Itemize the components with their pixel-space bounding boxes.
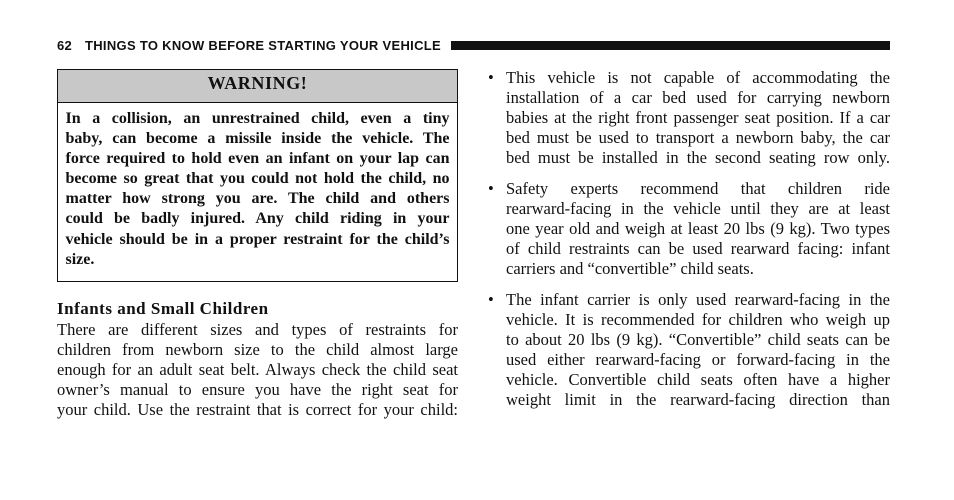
bullet-icon: • [488,178,494,198]
bullet-text-line: Safety experts recommend that children ride [506,178,890,198]
bullet-icon: • [488,67,494,87]
bullet-list [488,68,890,421]
body-paragraph [57,320,458,420]
bullet-text-line: The infant carrier is only used rearward-facing in the [506,289,890,309]
bullet-text-line: This vehicle is not capable of accommodating the [506,67,890,87]
bullet-text-line: vehicle. It is recommended for children who weigh up [506,309,890,329]
bullet-item [488,179,890,279]
bullet-text-line: of child restraints can be used rearward facing: infant [506,238,890,258]
warning-text-line: In a collision, an unrestrained child, even a tiny [65,110,450,127]
bullet-text-line: bed must be installed in the second seating row only. [506,147,890,167]
warning-text-line: become so great that you could not hold the child, no [65,170,450,188]
warning-text-line: vehicle should be in a proper restraint for the child’s [65,230,450,248]
paragraph-line: your child. Use the restraint that is correct for your child: [57,399,458,419]
warning-text [58,103,457,270]
bullet-text-line: installation of a car bed used for carrying newborn [506,87,890,107]
warning-title: WARNING! [58,70,457,103]
bullet-icon: • [488,289,494,309]
bullet-item [488,68,890,168]
bullet-text-line: bed must be used to transport a newborn baby, the car [506,127,890,147]
warning-text-line: baby, can become a missile inside the vehicle. The [65,130,450,148]
page-number: 62 [57,38,73,53]
warning-box [57,69,458,282]
bullet-item [488,290,890,410]
warning-text-line: could be badly injured. Any child riding in your [65,210,450,228]
bullet-text-line: vehicle. Convertible child seats often have a higher [506,369,890,389]
bullet-text-line: one year old and weigh at least 20 lbs (9 kg). Two types [506,218,890,238]
warning-text-line: force required to hold even an infant on your lap can [65,150,450,168]
warning-text-line: matter how strong you are. The child and others [65,190,450,208]
paragraph-line: There are different sizes and types of restraints for [57,319,458,339]
bullet-text-line: babies at the right front passenger seat position. If a car [506,107,890,127]
section-heading: Infants and Small Children [57,299,269,318]
paragraph-line: enough for an adult seat belt. Always check the child seat [57,359,458,379]
header-rule [451,41,890,50]
bullet-text-line: carriers and “convertible” child seats. [506,258,754,278]
bullet-text-line: weight limit in the rearward-facing direction than [506,389,890,409]
paragraph-line: children from newborn size to the child almost large [57,339,458,359]
paragraph-line: owner’s manual to ensure you have the right seat for [57,379,458,399]
section-title: THINGS TO KNOW BEFORE STARTING YOUR VEHICLE [85,38,441,53]
bullet-text-line: rearward-facing in the vehicle until they are at least [506,198,890,218]
bullet-text-line: to about 20 lbs (9 kg). “Convertible” child seats can be [506,329,890,349]
bullet-text-line: used either rearward-facing or forward-facing in the [506,349,890,369]
warning-text-line: size. [65,250,95,268]
